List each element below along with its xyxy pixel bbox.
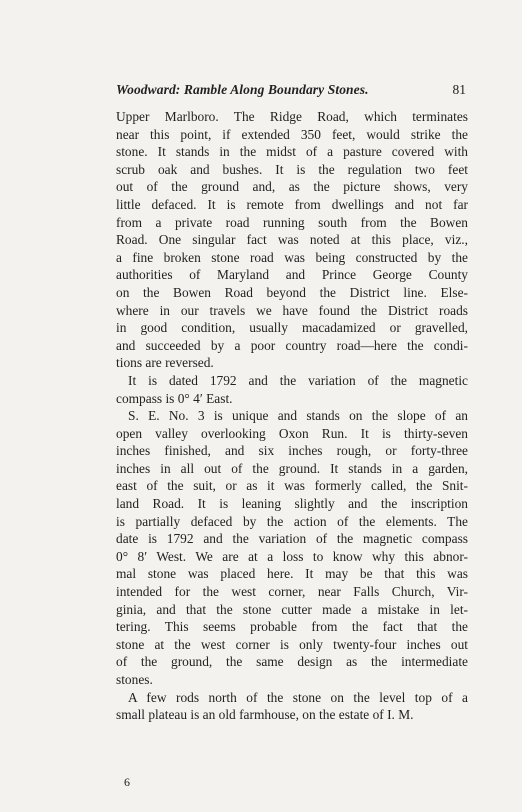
text-line: A few rods north of the stone on the level top of a xyxy=(128,689,468,705)
text-line: open valley overlooking Oxon Run. It is thirty-seven xyxy=(116,425,468,441)
running-title: Woodward: Ramble Along Boundary Stones. xyxy=(116,82,369,97)
text-line: ginia, and that the stone cutter made a mistake in let- xyxy=(116,601,468,617)
text-line: a fine broken stone road was being constructed by the xyxy=(116,249,468,265)
text-line: tions are reversed. xyxy=(116,355,214,371)
text-line: of the ground, the same design as the intermediate xyxy=(116,654,468,670)
paragraph xyxy=(116,407,468,689)
text-line: inches in all out of the ground. It stands in a garden, xyxy=(116,460,468,476)
text-line: stones. xyxy=(116,672,153,687)
text-line: authorities of Maryland and Prince George County xyxy=(116,267,468,283)
text-line: It is dated 1792 and the variation of the magnetic xyxy=(128,372,468,388)
text-line: from a private road running south from the Bowen xyxy=(116,214,468,230)
text-line: Upper Marlboro. The Ridge Road, which terminates xyxy=(116,109,468,124)
text-line: out of the ground and, as the picture shows, very xyxy=(116,179,468,195)
text-line: small plateau is an old farmhouse, on the estate of I. M. xyxy=(116,707,414,723)
page-header xyxy=(116,82,466,100)
text-line: scrub oak and bushes. It is the regulation two feet xyxy=(116,161,468,177)
text-line: S. E. No. 3 is unique and stands on the slope of an xyxy=(128,408,468,424)
text-line: compass is 0° 4′ East. xyxy=(116,390,233,406)
text-line: inches finished, and six inches rough, or forty-three xyxy=(116,443,468,459)
text-line: near this point, if extended 350 feet, would strike the xyxy=(116,126,468,142)
body-text xyxy=(116,108,468,724)
paragraph xyxy=(116,372,468,407)
text-line: in good condition, usually macadamized or gravelled, xyxy=(116,320,468,336)
text-line: date is 1792 and the variation of the magnetic compass xyxy=(116,531,468,547)
text-line: little defaced. It is remote from dwellings and not far xyxy=(116,196,468,212)
paragraph xyxy=(116,108,468,372)
text-line: Road. One singular fact was noted at this place, viz., xyxy=(116,232,468,248)
signature-mark: 6 xyxy=(124,775,130,789)
paragraph xyxy=(116,689,468,724)
text-line: land Road. It is leaning slightly and the inscription xyxy=(116,496,468,512)
text-line: mal stone was placed here. It may be that this was xyxy=(116,566,468,582)
text-line: east of the suit, or as it was formerly called, the Snit- xyxy=(116,478,468,494)
text-line: on the Bowen Road beyond the District line. Else- xyxy=(116,284,468,300)
text-line: is partially defaced by the action of the elements. The xyxy=(116,513,468,529)
page-number: 81 xyxy=(452,82,466,97)
text-line: intended for the west corner, near Falls Church, Vir- xyxy=(116,584,468,600)
text-line: where in our travels we have found the District roads xyxy=(116,302,468,318)
text-line: and succeeded by a poor country road—here the condi- xyxy=(116,337,468,353)
text-line: stone at the west corner is only twenty-four inches out xyxy=(116,636,468,652)
text-line: stone. It stands in the midst of a pasture covered with xyxy=(116,144,468,160)
text-line: 0° 8′ West. We are at a loss to know why this abnor- xyxy=(116,548,468,564)
text-line: tering. This seems probable from the fact that the xyxy=(116,619,468,635)
